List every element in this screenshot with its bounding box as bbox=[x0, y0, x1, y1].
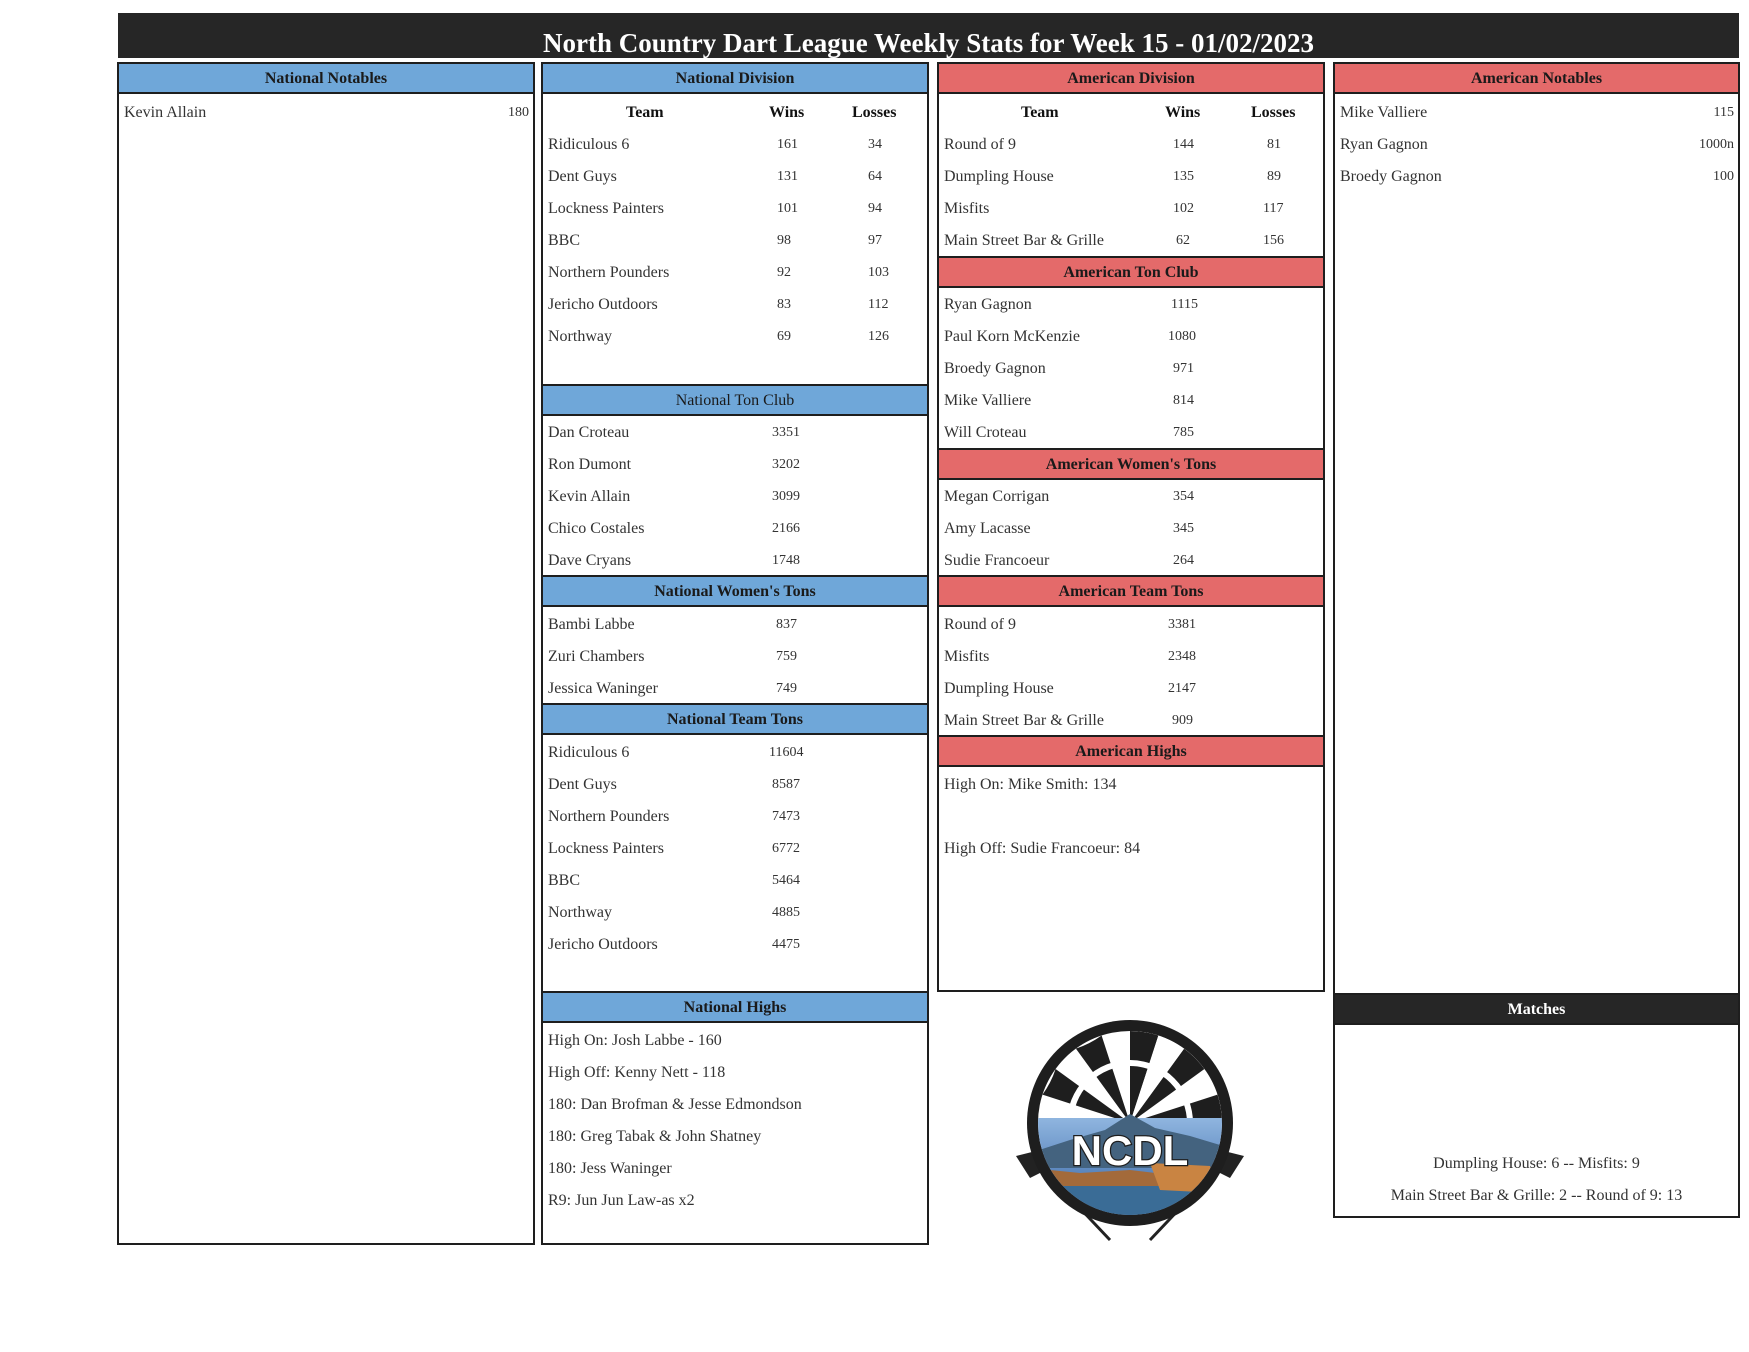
team-wins: 102 bbox=[1173, 201, 1194, 216]
table-row bbox=[939, 481, 1323, 513]
table-row bbox=[939, 193, 1323, 225]
team-name: Lockness Painters bbox=[548, 840, 664, 857]
player-value: 354 bbox=[1173, 489, 1194, 504]
table-row bbox=[543, 641, 927, 673]
team-name: Misfits bbox=[944, 200, 990, 217]
team-wins: 62 bbox=[1176, 233, 1190, 248]
player-name: Ron Dumont bbox=[548, 456, 632, 473]
player-name: Chico Costales bbox=[548, 520, 645, 537]
notable-name: Ryan Gagnon bbox=[1340, 136, 1428, 153]
table-row bbox=[939, 417, 1323, 449]
player-value: 814 bbox=[1173, 393, 1194, 408]
table-row bbox=[543, 833, 927, 865]
table-row bbox=[543, 257, 927, 289]
team-losses: 126 bbox=[868, 329, 889, 344]
player-name: Ryan Gagnon bbox=[944, 296, 1032, 313]
team-name: Main Street Bar & Grille bbox=[944, 712, 1104, 729]
table-row bbox=[939, 225, 1323, 257]
national-team-tons-header: National Team Tons bbox=[543, 703, 927, 735]
table-row bbox=[939, 705, 1323, 737]
notable-name: Kevin Allain bbox=[124, 104, 207, 121]
table-row bbox=[939, 321, 1323, 353]
team-name: BBC bbox=[548, 872, 581, 889]
match-line: Main Street Bar & Grille: 2 -- Round of 9: 13 bbox=[1390, 1187, 1683, 1204]
team-wins: 161 bbox=[777, 137, 798, 152]
column-header-team: Team bbox=[1021, 104, 1059, 121]
national-womens-tons-header: National Women's Tons bbox=[543, 575, 927, 607]
national-ton-club-header: National Ton Club bbox=[543, 384, 927, 416]
player-value: 759 bbox=[776, 649, 797, 664]
table-row bbox=[939, 641, 1323, 673]
team-value: 6772 bbox=[772, 841, 800, 856]
american-highs-header: American Highs bbox=[939, 735, 1323, 767]
table-row bbox=[543, 449, 927, 481]
team-name: Main Street Bar & Grille bbox=[944, 232, 1104, 249]
player-value: 1080 bbox=[1168, 329, 1196, 344]
team-losses: 34 bbox=[868, 137, 882, 152]
table-row bbox=[543, 545, 927, 577]
table-row bbox=[939, 545, 1323, 577]
team-value: 8587 bbox=[772, 777, 800, 792]
table-row bbox=[543, 769, 927, 801]
high-line: High On: Josh Labbe - 160 bbox=[548, 1032, 722, 1049]
player-name: Amy Lacasse bbox=[944, 520, 1031, 537]
team-value: 11604 bbox=[769, 745, 804, 760]
table-row bbox=[543, 289, 927, 321]
american-ton-club-header: American Ton Club bbox=[939, 256, 1323, 288]
team-value: 909 bbox=[1172, 713, 1193, 728]
notable-value: 100 bbox=[1713, 169, 1734, 184]
team-value: 4475 bbox=[772, 937, 800, 952]
page-title: North Country Dart League Weekly Stats for Week 15 - 01/02/2023 bbox=[118, 13, 1739, 58]
matches-header: Matches bbox=[1335, 995, 1738, 1025]
table-row bbox=[543, 865, 927, 897]
table-row bbox=[543, 609, 927, 641]
matches-panel bbox=[1333, 993, 1740, 1218]
list-item bbox=[543, 1025, 927, 1057]
player-name: Dan Croteau bbox=[548, 424, 630, 441]
national-notables-panel bbox=[117, 62, 535, 1245]
team-losses: 89 bbox=[1267, 169, 1281, 184]
player-value: 785 bbox=[1173, 425, 1194, 440]
table-row bbox=[939, 513, 1323, 545]
table-row bbox=[939, 353, 1323, 385]
table-row bbox=[543, 737, 927, 769]
match-line: Dumpling House: 6 -- Misfits: 9 bbox=[1433, 1155, 1640, 1172]
player-name: Zuri Chambers bbox=[548, 648, 645, 665]
team-value: 7473 bbox=[772, 809, 800, 824]
national-column-panel bbox=[541, 62, 929, 1245]
list-item bbox=[119, 97, 533, 129]
logo-text: NCDL bbox=[1071, 1127, 1189, 1174]
match-result bbox=[1335, 1148, 1738, 1180]
team-name: Ridiculous 6 bbox=[548, 136, 630, 153]
team-losses: 94 bbox=[868, 201, 882, 216]
team-name: Dent Guys bbox=[548, 168, 617, 185]
list-item bbox=[1335, 97, 1738, 129]
team-wins: 98 bbox=[777, 233, 791, 248]
team-wins: 144 bbox=[1173, 137, 1194, 152]
team-wins: 131 bbox=[777, 169, 798, 184]
team-losses: 103 bbox=[868, 265, 889, 280]
player-value: 2166 bbox=[772, 521, 800, 536]
table-row bbox=[939, 385, 1323, 417]
table-row bbox=[939, 161, 1323, 193]
list-item bbox=[543, 1121, 927, 1153]
team-name: Northern Pounders bbox=[548, 808, 670, 825]
team-name: Round of 9 bbox=[944, 616, 1016, 633]
team-value: 2348 bbox=[1168, 649, 1196, 664]
player-value: 837 bbox=[776, 617, 797, 632]
team-wins: 135 bbox=[1173, 169, 1194, 184]
table-row bbox=[543, 321, 927, 353]
column-header-team: Team bbox=[626, 104, 664, 121]
list-item bbox=[543, 1185, 927, 1217]
list-item bbox=[939, 833, 1323, 865]
column-header-wins: Wins bbox=[1165, 104, 1201, 121]
table-row bbox=[543, 161, 927, 193]
team-name: Northway bbox=[548, 904, 612, 921]
team-wins: 83 bbox=[777, 297, 791, 312]
notable-name: Broedy Gagnon bbox=[1340, 168, 1442, 185]
high-line: 180: Jess Waninger bbox=[548, 1160, 672, 1177]
player-name: Dave Cryans bbox=[548, 552, 632, 569]
table-row bbox=[939, 609, 1323, 641]
list-item bbox=[1335, 129, 1738, 161]
team-name: Jericho Outdoors bbox=[548, 296, 658, 313]
national-notables-header: National Notables bbox=[119, 64, 533, 94]
national-highs-header: National Highs bbox=[543, 991, 927, 1023]
team-losses: 97 bbox=[868, 233, 882, 248]
american-column-panel bbox=[937, 62, 1325, 992]
table-header-row bbox=[543, 97, 927, 129]
table-row bbox=[543, 673, 927, 705]
table-row bbox=[543, 897, 927, 929]
player-name: Will Croteau bbox=[944, 424, 1027, 441]
player-value: 3099 bbox=[772, 489, 800, 504]
team-name: Lockness Painters bbox=[548, 200, 664, 217]
team-name: Dumpling House bbox=[944, 168, 1054, 185]
table-row bbox=[939, 129, 1323, 161]
national-division-header: National Division bbox=[543, 64, 927, 94]
american-notables-header: American Notables bbox=[1335, 64, 1738, 94]
team-wins: 92 bbox=[777, 265, 791, 280]
column-header-losses: Losses bbox=[852, 104, 897, 121]
team-name: Ridiculous 6 bbox=[548, 744, 630, 761]
table-row bbox=[543, 513, 927, 545]
player-name: Jessica Waninger bbox=[548, 680, 658, 697]
team-value: 5464 bbox=[772, 873, 800, 888]
team-name: Northern Pounders bbox=[548, 264, 670, 281]
notable-name: Mike Valliere bbox=[1340, 104, 1428, 121]
player-value: 971 bbox=[1173, 361, 1194, 376]
table-row bbox=[543, 193, 927, 225]
list-item bbox=[543, 1153, 927, 1185]
table-row bbox=[543, 417, 927, 449]
table-row bbox=[543, 225, 927, 257]
team-name: Round of 9 bbox=[944, 136, 1016, 153]
notable-value: 180 bbox=[508, 105, 529, 120]
notable-value: 115 bbox=[1713, 105, 1734, 120]
dartboard-logo-icon bbox=[1010, 1018, 1250, 1243]
player-value: 3202 bbox=[772, 457, 800, 472]
table-row bbox=[939, 673, 1323, 705]
american-team-tons-header: American Team Tons bbox=[939, 575, 1323, 607]
list-item bbox=[543, 1089, 927, 1121]
team-name: Dumpling House bbox=[944, 680, 1054, 697]
team-value: 3381 bbox=[1168, 617, 1196, 632]
table-row bbox=[939, 289, 1323, 321]
player-value: 264 bbox=[1173, 553, 1194, 568]
high-line: 180: Greg Tabak & John Shatney bbox=[548, 1128, 762, 1145]
team-name: Dent Guys bbox=[548, 776, 617, 793]
player-name: Sudie Francoeur bbox=[944, 552, 1050, 569]
high-line: R9: Jun Jun Law-as x2 bbox=[548, 1192, 695, 1209]
player-name: Mike Valliere bbox=[944, 392, 1032, 409]
team-name: Misfits bbox=[944, 648, 990, 665]
team-name: Jericho Outdoors bbox=[548, 936, 658, 953]
american-womens-tons-header: American Women's Tons bbox=[939, 448, 1323, 480]
player-name: Broedy Gagnon bbox=[944, 360, 1046, 377]
column-header-wins: Wins bbox=[769, 104, 805, 121]
list-item bbox=[939, 769, 1323, 801]
high-line: High Off: Kenny Nett - 118 bbox=[548, 1064, 726, 1081]
american-notables-panel bbox=[1333, 62, 1740, 995]
notable-value: 1000n bbox=[1699, 137, 1734, 152]
team-losses: 156 bbox=[1263, 233, 1284, 248]
team-value: 4885 bbox=[772, 905, 800, 920]
player-value: 749 bbox=[776, 681, 797, 696]
player-name: Megan Corrigan bbox=[944, 488, 1050, 505]
table-header-row bbox=[939, 97, 1323, 129]
table-row bbox=[543, 929, 927, 961]
team-losses: 112 bbox=[868, 297, 889, 312]
team-losses: 81 bbox=[1267, 137, 1281, 152]
list-item bbox=[543, 1057, 927, 1089]
player-name: Bambi Labbe bbox=[548, 616, 635, 633]
high-line: 180: Dan Brofman & Jesse Edmondson bbox=[548, 1096, 802, 1113]
team-losses: 64 bbox=[868, 169, 882, 184]
player-name: Paul Korn McKenzie bbox=[944, 328, 1080, 345]
column-header-losses: Losses bbox=[1251, 104, 1296, 121]
high-on: High On: Mike Smith: 134 bbox=[944, 776, 1117, 793]
table-row bbox=[543, 481, 927, 513]
team-wins: 101 bbox=[777, 201, 798, 216]
team-losses: 117 bbox=[1263, 201, 1284, 216]
team-name: BBC bbox=[548, 232, 581, 249]
player-value: 3351 bbox=[772, 425, 800, 440]
american-division-header: American Division bbox=[939, 64, 1323, 94]
table-row bbox=[543, 801, 927, 833]
match-result bbox=[1335, 1180, 1738, 1212]
player-value: 345 bbox=[1173, 521, 1194, 536]
high-off: High Off: Sudie Francoeur: 84 bbox=[944, 840, 1141, 857]
player-value: 1115 bbox=[1171, 297, 1198, 312]
ncdl-logo bbox=[1010, 1018, 1250, 1243]
player-value: 1748 bbox=[772, 553, 800, 568]
list-item bbox=[1335, 161, 1738, 193]
table-row bbox=[543, 129, 927, 161]
team-wins: 69 bbox=[777, 329, 791, 344]
team-name: Northway bbox=[548, 328, 612, 345]
player-name: Kevin Allain bbox=[548, 488, 631, 505]
team-value: 2147 bbox=[1168, 681, 1196, 696]
